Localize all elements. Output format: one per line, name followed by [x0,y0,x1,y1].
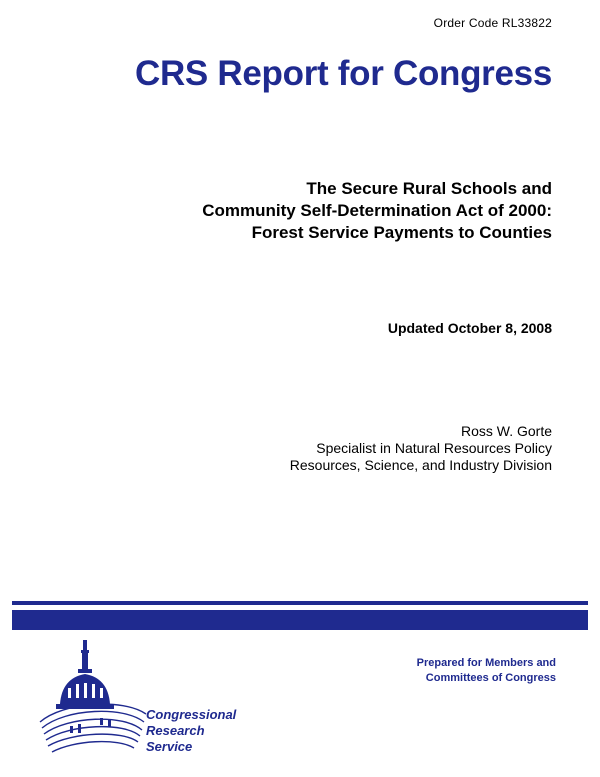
document-title-line: The Secure Rural Schools and [306,179,552,198]
crs-logo-line: Service [146,739,193,754]
prepared-for-line: Prepared for Members and [416,657,556,669]
document-title [202,178,552,244]
author-block [290,423,552,474]
updated-date: Updated October 8, 2008 [387,320,552,336]
order-code: Order Code RL33822 [433,16,552,30]
prepared-for [417,656,556,686]
crs-logo-line: Research [146,723,205,738]
prepared-for-line: Committees of Congress [425,672,556,684]
author-division: Resources, Science, and Industry Division [289,457,552,473]
document-title-line: Community Self-Determination Act of 2000: [202,201,552,220]
author-title: Specialist in Natural Resources Policy [316,440,552,456]
capitol-dome-logo-icon [38,636,148,762]
crs-logo-text [146,707,236,755]
divider-thin [12,601,588,605]
document-title-line: Forest Service Payments to Counties [251,223,552,242]
divider-thick [12,610,588,630]
report-series-title: CRS Report for Congress [134,54,552,93]
crs-logo-line: Congressional [146,707,237,722]
author-name: Ross W. Gorte [460,423,552,439]
